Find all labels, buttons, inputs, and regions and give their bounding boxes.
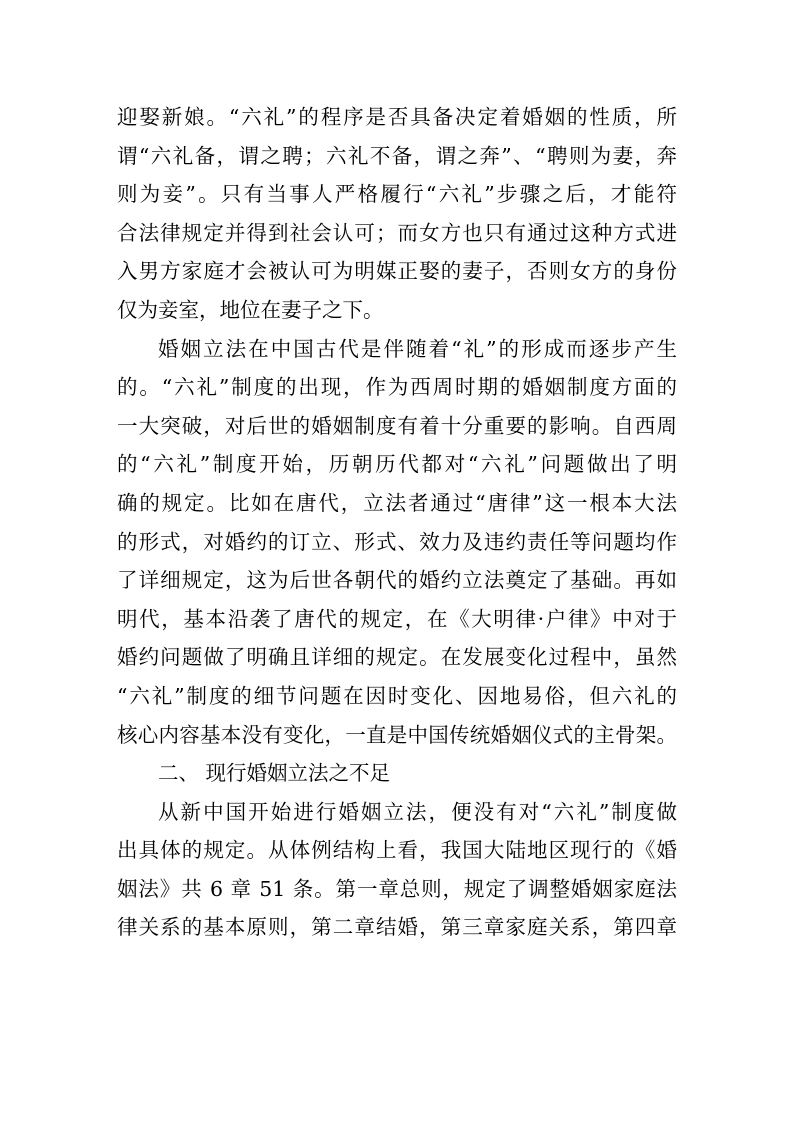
paragraph-line: 出具体的规定。从体例结构上看，我国大陆地区现行的《婚 (117, 838, 677, 863)
paragraph-line: 的“六礼”制度开始，历朝历代都对“六礼”问题做出了明 (117, 452, 677, 477)
paragraph-line: 的。“六礼”制度的出现，作为西周时期的婚姻制度方面的 (117, 375, 677, 400)
paragraph-2 (117, 330, 677, 755)
paragraph-line: 谓“六礼备，谓之聘；六礼不备，谓之奔”、“聘则为妻，奔 (117, 143, 677, 168)
document-body (117, 98, 677, 947)
paragraph-line: 确的规定。比如在唐代，立法者通过“唐律”这一根本大法 (117, 490, 677, 515)
paragraph-line: 核心内容基本没有变化，一直是中国传统婚姻仪式的主骨架。 (117, 722, 677, 747)
paragraph-line: 迎娶新娘。“六礼”的程序是否具备决定着婚姻的性质，所 (117, 105, 677, 129)
paragraph-line: 姻法》共 6 章 51 条。第一章总则，规定了调整婚姻家庭法 (117, 876, 677, 901)
paragraph-1 (117, 98, 677, 330)
paragraph-line: 入男方家庭才会被认可为明媒正娶的妻子，否则女方的身份 (117, 259, 677, 284)
paragraph-line: 合法律规定并得到社会认可；而女方也只有通过这种方式进 (117, 220, 677, 245)
paragraph-line: 的形式，对婚约的订立、形式、效力及违约责任等问题均作 (117, 529, 677, 554)
paragraph-line: 婚姻立法在中国古代是伴随着“礼”的形成而逐步产生 (158, 336, 677, 361)
paragraph-line: 律关系的基本原则，第二章结婚，第三章家庭关系，第四章 (117, 915, 677, 940)
section-heading (117, 754, 677, 793)
paragraph-line: 一大突破，对后世的婚姻制度有着十分重要的影响。自西周 (117, 413, 677, 438)
paragraph-line: “六礼”制度的细节问题在因时变化、因地易俗，但六礼的 (117, 683, 677, 708)
section-heading-text: 二、 现行婚姻立法之不足 (158, 761, 391, 786)
paragraph-line: 从新中国开始进行婚姻立法，便没有对“六礼”制度做 (158, 799, 677, 824)
paragraph-line: 婚约问题做了明确且详细的规定。在发展变化过程中，虽然 (117, 645, 677, 670)
paragraph-line: 则为妾”。只有当事人严格履行“六礼”步骤之后，才能符 (117, 182, 677, 207)
paragraph-3 (117, 793, 677, 947)
paragraph-line: 明代，基本沿袭了唐代的规定，在《大明律·户律》中对于 (117, 606, 677, 631)
paragraph-line: 仅为妾室，地位在妻子之下。 (117, 297, 384, 322)
paragraph-line: 了详细规定，这为后世各朝代的婚约立法奠定了基础。再如 (117, 568, 677, 593)
